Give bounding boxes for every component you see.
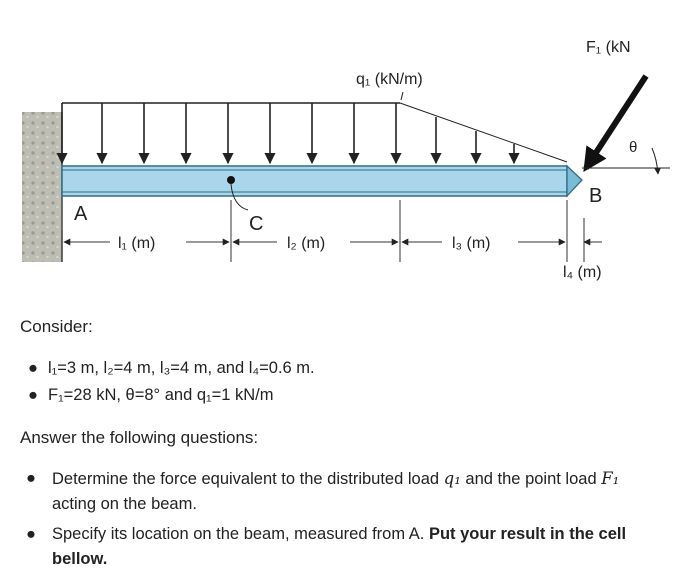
given-lengths-text: l₁=3 m, l₂=4 m, l₃=4 m, and l₄=0.6 m.: [48, 359, 315, 377]
question-1-symbol-q: q₁: [443, 469, 461, 488]
question-1-post: acting on the beam.: [52, 495, 197, 513]
distributed-load: [62, 103, 567, 163]
question-1-pre: Determine the force equivalent to the distributed load: [52, 470, 444, 488]
question-2-plain: Specify its location on the beam, measured from A.: [52, 525, 429, 543]
question-1-symbol-f: F₁: [601, 469, 620, 488]
bullet-icon: ●: [28, 359, 38, 377]
bullet-icon: ●: [26, 469, 36, 487]
point-b-label: B: [589, 185, 603, 207]
question-1: [26, 466, 682, 517]
given-loads: [28, 384, 274, 406]
given-loads-text: F₁=28 kN, θ=8° and q₁=1 kN/m: [48, 386, 274, 404]
dimension-l4-label: l₄ (m): [563, 264, 602, 281]
dimension-lines: [62, 200, 602, 262]
consider-heading: Consider:: [20, 317, 93, 336]
distributed-load-label: q₁ (kN/m): [356, 71, 423, 88]
bullet-icon: ●: [26, 525, 36, 543]
given-lengths: [28, 357, 315, 379]
answer-heading: Answer the following questions:: [20, 428, 259, 447]
force-label: F₁ (kN: [586, 39, 631, 56]
theta-arc: [652, 148, 658, 174]
dimension-l1-label: l₁ (m): [118, 235, 156, 252]
beam: [62, 166, 582, 196]
point-c-label: C: [249, 213, 264, 235]
fixed-wall-support: [22, 112, 62, 262]
bullet-icon: ●: [28, 386, 38, 404]
theta-label: θ: [629, 139, 638, 156]
question-1-mid: and the point load: [460, 470, 602, 488]
point-c-marker: [227, 176, 235, 184]
dimension-l2-label: l₂ (m): [287, 235, 326, 252]
question-2-bold: Put your result in the cell bellow.: [52, 525, 627, 568]
dimension-l3-label: l₃ (m): [452, 235, 491, 252]
point-a-label: A: [74, 203, 88, 225]
question-2: [26, 522, 682, 572]
